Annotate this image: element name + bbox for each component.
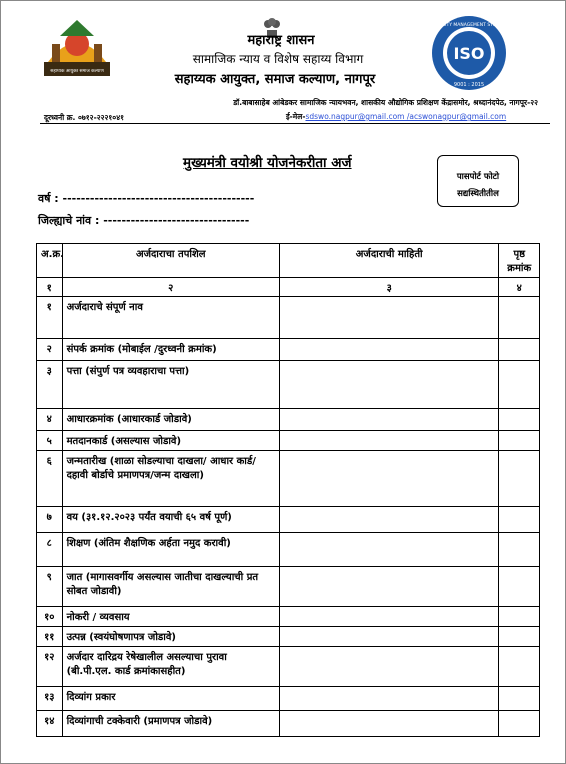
row-label: नोकरी / व्यवसाय (62, 607, 279, 627)
row-label: शिक्षण (अंतिम शैक्षणिक अर्हता नमुद करावी) (62, 533, 279, 567)
table-row (37, 507, 540, 533)
col-number: १ (37, 278, 63, 297)
row-input-cell[interactable] (279, 567, 499, 607)
row-label: मतदानकार्ड (असल्यास जोडावे) (62, 431, 279, 451)
logo-left-text: सहाय्यक आयुक्त समाज कल्याण (50, 69, 104, 74)
department-name: सामाजिक न्याय व विशेष सहाय्य विभाग (192, 52, 364, 66)
row-sn: ८ (37, 533, 63, 567)
col-number: ३ (279, 278, 499, 297)
row-input-cell[interactable] (279, 533, 499, 567)
email-line (286, 112, 506, 122)
iso-year-text: 9001 : 2015 (453, 82, 485, 88)
row-sn: १२ (37, 647, 63, 687)
form-title: मुख्यमंत्री वयोश्री योजनेकरीता अर्ज (183, 155, 352, 171)
application-table (36, 243, 540, 737)
row-input-cell[interactable] (279, 627, 499, 647)
header-divider (40, 123, 550, 124)
row-sn: ११ (37, 627, 63, 647)
row-page-cell[interactable] (499, 567, 540, 607)
table-row (37, 533, 540, 567)
table-row (37, 711, 540, 737)
row-label: आधारक्रमांक (आधारकार्ड जोडावे) (62, 409, 279, 431)
row-label: उत्पन्न (स्वयंघोषणापत्र जोडावे) (62, 627, 279, 647)
row-page-cell[interactable] (499, 409, 540, 431)
email-label: ई-मेल- (286, 112, 306, 121)
email-link[interactable]: sdswo.nagpur@gmail.com /acswonagpur@gmail.com (305, 112, 507, 121)
header-sn: अ.क्र. (37, 244, 63, 278)
table-row (37, 297, 540, 339)
row-label: अर्जदार दारिद्रय रेषेखालील असल्याचा पुरावा (बी.पी.एल. कार्ड क्रमांकासहीत) (62, 647, 279, 687)
row-page-cell[interactable] (499, 607, 540, 627)
row-page-cell[interactable] (499, 687, 540, 711)
row-sn: ३ (37, 361, 63, 409)
row-label: वय (३१.१२.२०२३ पर्यंत वयाची ६५ वर्ष पूर्ण) (62, 507, 279, 533)
row-sn: ४ (37, 409, 63, 431)
photo-box (437, 155, 519, 207)
row-sn: ५ (37, 431, 63, 451)
year-field[interactable]: वर्ष : ------------------------------------------ (38, 192, 255, 205)
header-details: अर्जदाराचा तपशिल (62, 244, 279, 278)
row-page-cell[interactable] (499, 431, 540, 451)
row-sn: २ (37, 339, 63, 361)
iso-logo (430, 14, 508, 92)
table-row (37, 647, 540, 687)
row-label: जन्मतारीख (शाळा सोडल्याचा दाखला/ आधार कार्ड/दहावी बोर्डाचे प्रमाणपत्र/जन्म दाखला) (62, 451, 279, 507)
table-row (37, 431, 540, 451)
table-row (37, 687, 540, 711)
row-page-cell[interactable] (499, 339, 540, 361)
district-field[interactable]: जिल्ह्याचे नांव : -------------------------------- (38, 214, 250, 227)
row-page-cell[interactable] (499, 507, 540, 533)
row-input-cell[interactable] (279, 361, 499, 409)
row-sn: १४ (37, 711, 63, 737)
row-label: दिव्यांगाची टक्केवारी (प्रमाणपत्र जोडावे) (62, 711, 279, 737)
table-row (37, 627, 540, 647)
row-input-cell[interactable] (279, 507, 499, 533)
row-page-cell[interactable] (499, 627, 540, 647)
table-row (37, 451, 540, 507)
department-logo (38, 14, 116, 84)
row-input-cell[interactable] (279, 687, 499, 711)
row-label: पत्ता (संपुर्ण पत्र व्यवहाराचा पत्ता) (62, 361, 279, 409)
row-page-cell[interactable] (499, 533, 540, 567)
row-input-cell[interactable] (279, 711, 499, 737)
table-row (37, 339, 540, 361)
row-sn: १३ (37, 687, 63, 711)
photo-box-line2: सद्यस्थितीतील (457, 189, 499, 199)
row-page-cell[interactable] (499, 647, 540, 687)
table-row (37, 607, 540, 627)
row-sn: ६ (37, 451, 63, 507)
row-page-cell[interactable] (499, 711, 540, 737)
table-row (37, 361, 540, 409)
row-page-cell[interactable] (499, 361, 540, 409)
row-input-cell[interactable] (279, 647, 499, 687)
iso-top-text: QUALITY MANAGEMENT SYSTEM (432, 23, 506, 28)
table-number-row (37, 278, 540, 297)
row-sn: ७ (37, 507, 63, 533)
phone-number: दूरध्वनी क्र. ०७१२-२२२१०४१ (44, 113, 124, 122)
photo-box-line1: पासपोर्ट फोटो (456, 172, 500, 182)
col-number: ४ (499, 278, 540, 297)
row-label: अर्जदाराचे संपूर्ण नाव (62, 297, 279, 339)
row-label: दिव्यांग प्रकार (62, 687, 279, 711)
table-row (37, 567, 540, 607)
row-input-cell[interactable] (279, 431, 499, 451)
row-sn: ९ (37, 567, 63, 607)
row-input-cell[interactable] (279, 607, 499, 627)
header-page-no: पृष्ठ क्रमांक (499, 244, 540, 278)
row-page-cell[interactable] (499, 297, 540, 339)
table-row (37, 409, 540, 431)
row-input-cell[interactable] (279, 451, 499, 507)
office-name: सहाय्यक आयुक्त, समाज कल्याण, नागपूर (174, 72, 376, 87)
iso-text: ISO (453, 44, 485, 63)
header-info: अर्जदाराची माहिती (279, 244, 499, 278)
row-sn: १ (37, 297, 63, 339)
row-input-cell[interactable] (279, 409, 499, 431)
govt-title: महाराष्ट्र शासन (247, 33, 315, 48)
table-header-row (37, 244, 540, 278)
row-page-cell[interactable] (499, 451, 540, 507)
office-address: डॉ.बाबासाहेब आंबेडकर सामाजिक न्यायभवन, शासकीय औद्योगिक प्रशिक्षण केंद्रासमोर, श्रध्दानंदपेठ, नागपूर-२२ (233, 98, 538, 107)
col-number: २ (62, 278, 279, 297)
row-label: जात (मागासवर्गीय असल्यास जातीचा दाखल्याची प्रत सोबत जोडावी) (62, 567, 279, 607)
row-sn: १० (37, 607, 63, 627)
row-input-cell[interactable] (279, 297, 499, 339)
row-label: संपर्क क्रमांक (मोबाईल /दुरध्वनी क्रमांक) (62, 339, 279, 361)
row-input-cell[interactable] (279, 339, 499, 361)
